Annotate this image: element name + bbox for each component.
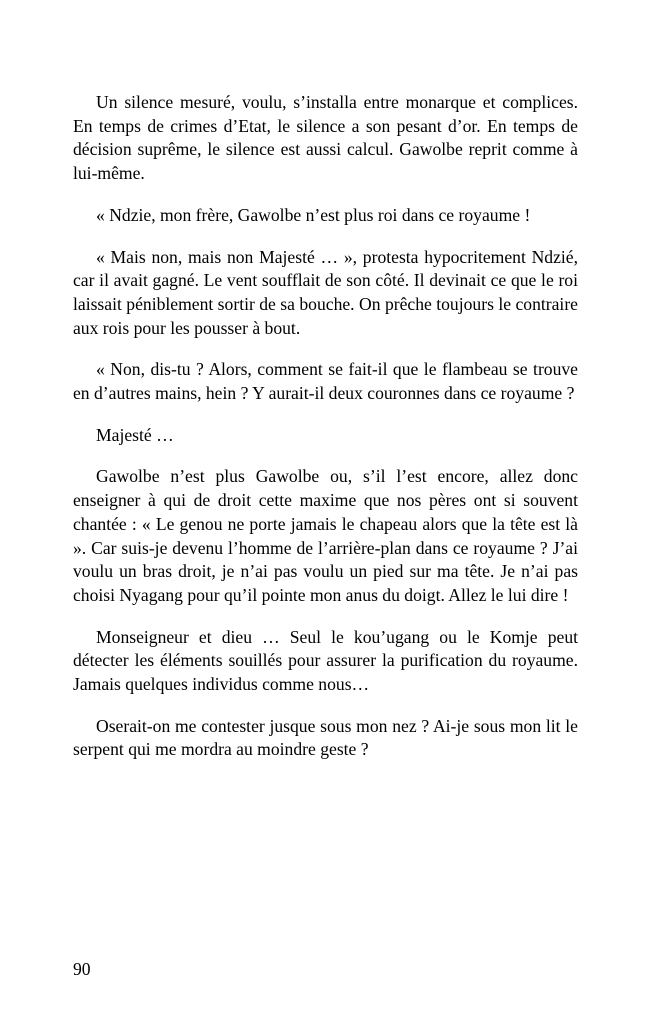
paragraph: « Non, dis-tu ? Alors, comment se fait-il que le flambeau se trouve en d’autres mains, hein ? Y aurait-il deux couronnes dans ce royaume ?	[73, 359, 578, 404]
paragraph: Oserait-on me contester jusque sous mon nez ? Ai-je sous mon lit le serpent qui me mordra au moindre geste ?	[73, 715, 578, 760]
paragraph: « Ndzie, mon frère, Gawolbe n’est plus roi dans ce royaume !	[96, 204, 531, 225]
paragraph: Gawolbe n’est plus Gawolbe ou, s’il l’est encore, allez donc enseigner à qui de droit cette maxime que nos pères ont si souvent chantée : « Le genou ne porte jamais le chapeau alors que la tête est là ». Car suis-je devenu l’homme de l’arrière-plan dans ce royaume ? J’ai voulu un bras droit, je n’ai pas voulu un pied sur ma tête. Je n’ai pas choisi Nyagang pour qu’il pointe mon anus du doigt. Allez le lui dire !	[73, 466, 578, 605]
page-body	[73, 91, 578, 780]
page-number: 90	[73, 959, 91, 979]
paragraph: Monseigneur et dieu … Seul le kou’ugang ou le Komje peut détecter les éléments souillés pour assurer la purification du royaume. Jamais quelques individus comme nous…	[73, 626, 578, 695]
paragraph: Un silence mesuré, voulu, s’installa entre monarque et complices. En temps de crimes d’Etat, le silence a son pesant d’or. En temps de décision suprême, le silence est aussi calcul. Gawolbe reprit comme à lui-même.	[73, 92, 578, 184]
paragraph: « Mais non, mais non Majesté … », protesta hypocritement Ndzié, car il avait gagné. Le vent soufflait de son côté. Il devinait ce que le roi laissait péniblement sortir de sa bouche. On prêche toujours le contraire aux rois pour les pousser à bout.	[73, 246, 578, 338]
paragraph: Majesté …	[96, 424, 174, 445]
